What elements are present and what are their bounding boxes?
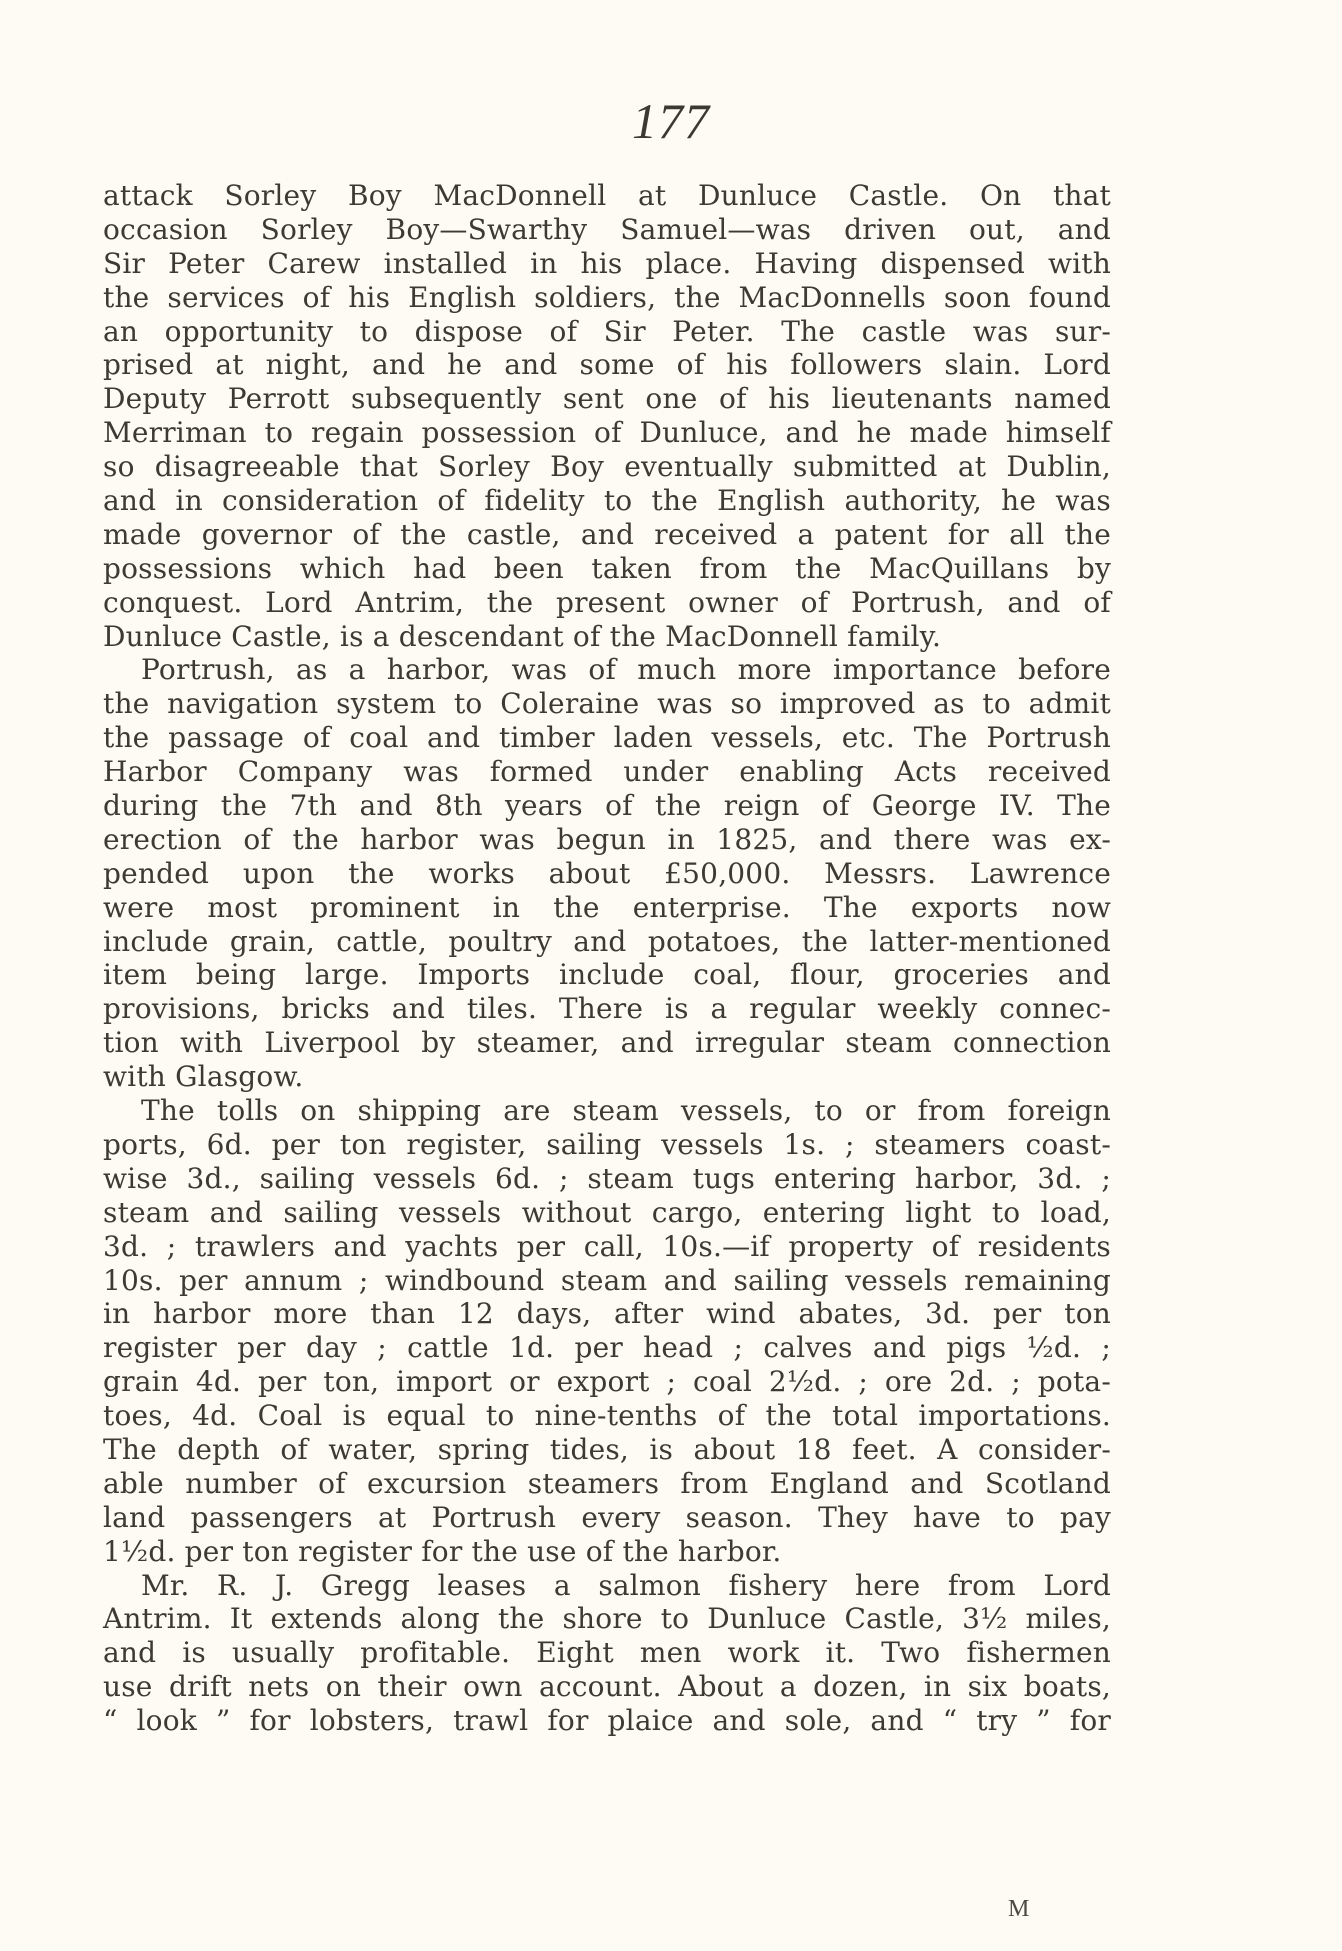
text-line: the navigation system to Coleraine was so improved as to admit <box>103 687 1111 721</box>
text-line: item being large. Imports include coal, flour, groceries and <box>103 958 1111 992</box>
text-line: 1½d. per ton register for the use of the harbor. <box>103 1534 782 1568</box>
text-line: Portrush, as a harbor, was of much more importance before <box>141 653 1111 687</box>
text-line: with Glasgow. <box>103 1060 304 1094</box>
text-line: and in consideration of fidelity to the English authority, he was <box>103 484 1111 518</box>
text-line: The depth of water, spring tides, is about 18 feet. A consider- <box>103 1432 1111 1466</box>
text-line: “ look ” for lobsters, trawl for plaice and sole, and “ try ” for <box>103 1704 1111 1738</box>
text-line: so disagreeable that Sorley Boy eventually submitted at Dublin, <box>103 450 1111 484</box>
text-line: conquest. Lord Antrim, the present owner of Portrush, and of <box>103 585 1111 619</box>
text-line: during the 7th and 8th years of the reign of George IV. The <box>103 789 1111 823</box>
text-line: grain 4d. per ton, import or export ; coal 2½d. ; ore 2d. ; pota- <box>103 1365 1111 1399</box>
text-line: were most prominent in the enterprise. The exports now <box>103 890 1111 924</box>
text-line: ports, 6d. per ton register, sailing vessels 1s. ; steamers coast- <box>103 1127 1111 1161</box>
body-text <box>103 179 1111 1738</box>
paragraph <box>103 179 1111 653</box>
text-line: pended upon the works about £50,000. Messrs. Lawrence <box>103 856 1111 890</box>
text-line: Deputy Perrott subsequently sent one of his lieutenants named <box>103 382 1111 416</box>
text-line: wise 3d., sailing vessels 6d. ; steam tugs entering harbor, 3d. ; <box>103 1161 1111 1195</box>
text-line: the services of his English soldiers, the MacDonnells soon found <box>103 280 1111 314</box>
text-line: Harbor Company was formed under enabling Acts received <box>103 755 1111 789</box>
text-line: 3d. ; trawlers and yachts per call, 10s.—if property of residents <box>103 1229 1111 1263</box>
text-line: made governor of the castle, and received a patent for all the <box>103 517 1111 551</box>
text-line: able number of excursion steamers from England and Scotland <box>103 1466 1111 1500</box>
text-line: 10s. per annum ; windbound steam and sailing vessels remaining <box>103 1263 1111 1297</box>
text-line: and is usually profitable. Eight men work it. Two fishermen <box>103 1636 1111 1670</box>
text-line: possessions which had been taken from the MacQuillans by <box>103 551 1111 585</box>
paragraph <box>103 653 1111 1094</box>
text-line: steam and sailing vessels without cargo, entering light to load, <box>103 1195 1111 1229</box>
text-line: Dunluce Castle, is a descendant of the MacDonnell family. <box>103 619 942 653</box>
text-line: register per day ; cattle 1d. per head ; calves and pigs ½d. ; <box>103 1331 1111 1365</box>
text-line: Merriman to regain possession of Dunluce, and he made himself <box>103 416 1111 450</box>
signature-mark: M <box>1008 1896 1031 1922</box>
text-line: an opportunity to dispose of Sir Peter. The castle was sur- <box>103 314 1111 348</box>
text-line: the passage of coal and timber laden vessels, etc. The Portrush <box>103 721 1111 755</box>
text-line: include grain, cattle, poultry and potatoes, the latter-mentioned <box>103 924 1111 958</box>
text-line: in harbor more than 12 days, after wind abates, 3d. per ton <box>103 1297 1111 1331</box>
text-line: attack Sorley Boy MacDonnell at Dunluce Castle. On that <box>103 179 1111 212</box>
text-line: Antrim. It extends along the shore to Dunluce Castle, 3½ miles, <box>103 1602 1111 1636</box>
text-line: The tolls on shipping are steam vessels, to or from foreign <box>141 1094 1111 1128</box>
text-line: prised at night, and he and some of his followers slain. Lord <box>103 348 1111 382</box>
text-line: land passengers at Portrush every season. They have to pay <box>103 1500 1111 1534</box>
text-line: occasion Sorley Boy—Swarthy Samuel—was driven out, and <box>103 212 1111 246</box>
text-line: provisions, bricks and tiles. There is a regular weekly connec- <box>103 992 1111 1026</box>
paragraph <box>103 1094 1111 1568</box>
text-line: Sir Peter Carew installed in his place. Having dispensed with <box>103 246 1111 280</box>
paragraph <box>103 1569 1111 1738</box>
text-line: use drift nets on their own account. About a dozen, in six boats, <box>103 1670 1111 1704</box>
text-line: Mr. R. J. Gregg leases a salmon fishery here from Lord <box>141 1568 1111 1602</box>
text-line: erection of the harbor was begun in 1825, and there was ex- <box>103 822 1111 856</box>
text-line: tion with Liverpool by steamer, and irregular steam connection <box>103 1026 1111 1060</box>
text-line: toes, 4d. Coal is equal to nine-tenths of the total importations. <box>103 1399 1111 1433</box>
page-number: 177 <box>632 93 710 149</box>
